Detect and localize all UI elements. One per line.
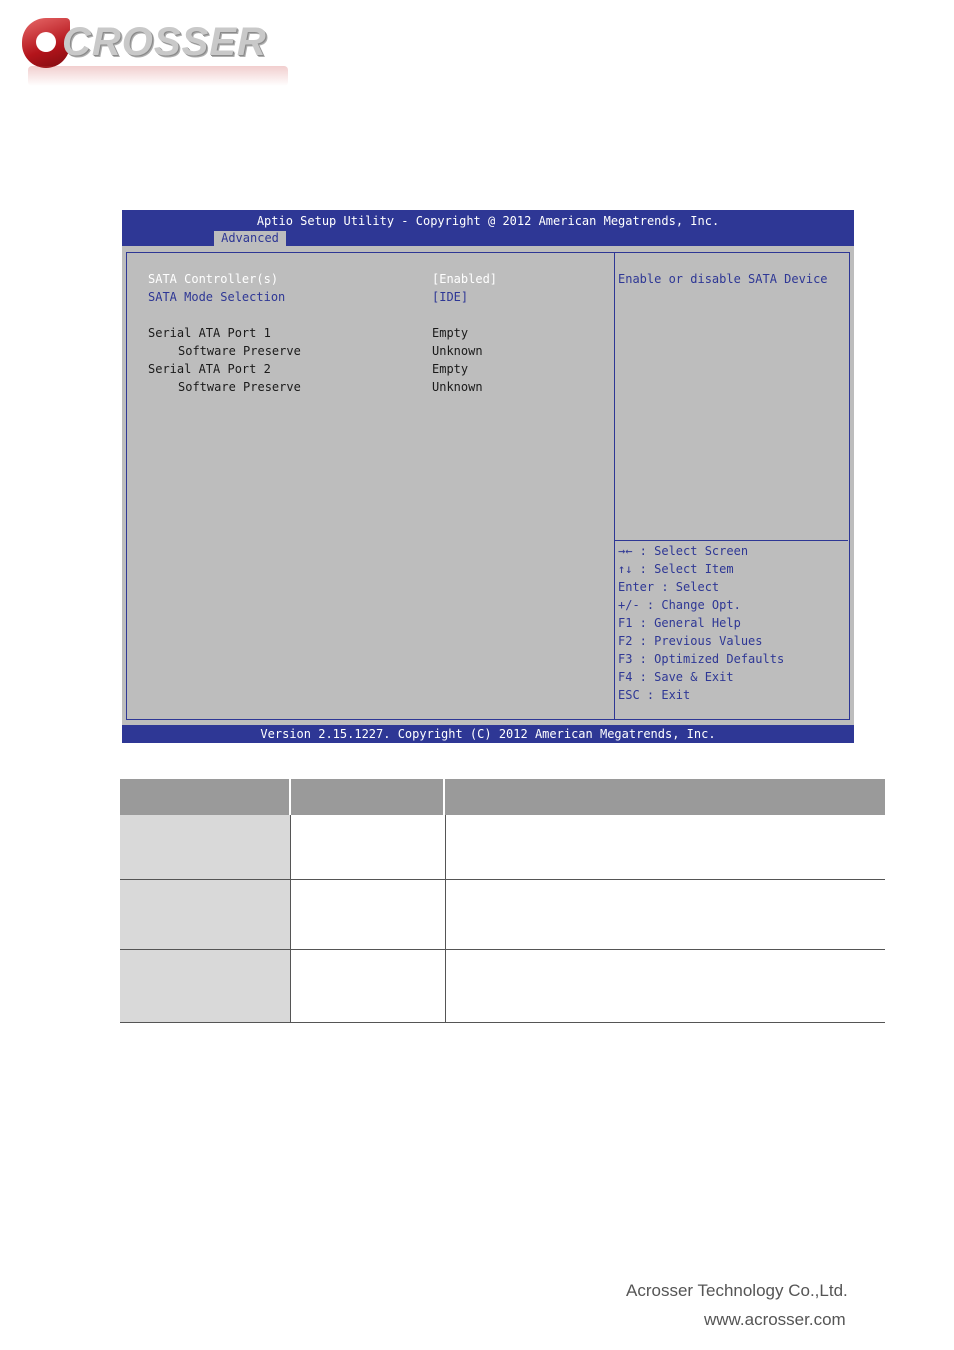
table-header-divider bbox=[443, 779, 445, 815]
bios-panel-divider bbox=[614, 252, 615, 719]
item-port2-label: Serial ATA Port 2 bbox=[148, 362, 271, 376]
key-enter-select: Enter : Select bbox=[618, 580, 720, 594]
table-cell-item bbox=[120, 815, 290, 879]
key-select-item: ↑↓ : Select Item bbox=[618, 562, 734, 576]
logo-reflection bbox=[28, 66, 288, 86]
item-port1-preserve-label: Software Preserve bbox=[178, 344, 301, 358]
item-port1-label: Serial ATA Port 1 bbox=[148, 326, 271, 340]
key-general-help: F1 : General Help bbox=[618, 616, 741, 630]
bios-screen bbox=[122, 210, 854, 743]
help-text: Enable or disable SATA Device bbox=[618, 272, 828, 286]
tab-advanced[interactable]: Advanced bbox=[214, 231, 286, 246]
bios-title-bar bbox=[122, 210, 854, 246]
item-port1-preserve-value: Unknown bbox=[432, 344, 483, 358]
options-table bbox=[120, 779, 885, 1024]
bios-title: Aptio Setup Utility - Copyright @ 2012 American Megatrends, Inc. bbox=[256, 214, 720, 228]
bios-version-bar: Version 2.15.1227. Copyright (C) 2012 American Megatrends, Inc. bbox=[122, 725, 854, 743]
table-column-divider bbox=[290, 815, 291, 1023]
table-row bbox=[120, 880, 885, 950]
table-row bbox=[120, 815, 885, 880]
table-header-divider bbox=[289, 779, 291, 815]
item-sata-mode-value[interactable]: [IDE] bbox=[432, 290, 469, 304]
key-select-screen: →← : Select Screen bbox=[618, 544, 749, 558]
item-sata-controller-value[interactable]: [Enabled] bbox=[432, 272, 498, 286]
key-legend bbox=[618, 542, 784, 704]
item-port1-value: Empty bbox=[432, 326, 469, 340]
key-change-opt: +/- : Change Opt. bbox=[618, 598, 741, 612]
key-esc-exit: ESC : Exit bbox=[618, 688, 691, 702]
item-sata-controller-label[interactable]: SATA Controller(s) bbox=[148, 272, 279, 286]
table-column-divider bbox=[445, 815, 446, 1023]
footer-url[interactable]: www.acrosser.com bbox=[704, 1310, 846, 1329]
bios-help-divider bbox=[615, 540, 848, 541]
item-port2-preserve-label: Software Preserve bbox=[178, 380, 301, 394]
item-port2-preserve-value: Unknown bbox=[432, 380, 483, 394]
acrosser-logo bbox=[22, 18, 292, 86]
table-row bbox=[120, 950, 885, 1023]
table-cell-item bbox=[120, 880, 290, 949]
footer-company: Acrosser Technology Co.,Ltd. bbox=[626, 1281, 848, 1300]
key-previous-values: F2 : Previous Values bbox=[618, 634, 763, 648]
item-sata-mode-label[interactable]: SATA Mode Selection bbox=[148, 290, 286, 304]
key-optimized-defaults: F3 : Optimized Defaults bbox=[618, 652, 785, 666]
logo-wordmark: CROSSER bbox=[62, 20, 267, 64]
item-port2-value: Empty bbox=[432, 362, 469, 376]
table-cell-item bbox=[120, 950, 290, 1022]
key-save-exit: F4 : Save & Exit bbox=[618, 670, 734, 684]
table-header bbox=[120, 779, 885, 815]
